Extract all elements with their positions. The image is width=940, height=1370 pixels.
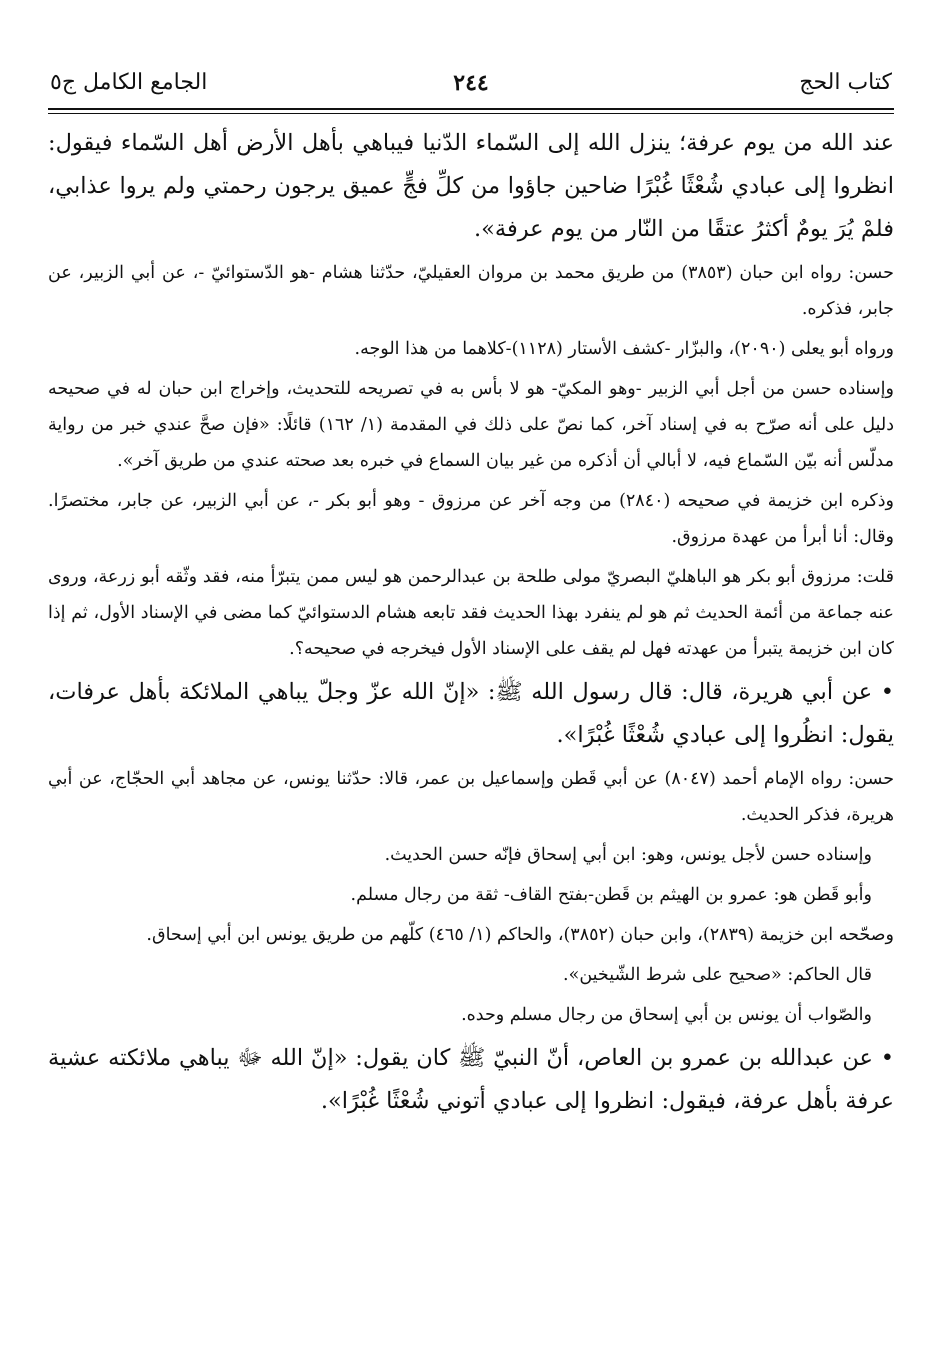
commentary-paragraph: حسن: رواه الإمام أحمد (٨٠٤٧) عن أبي قَطن وإسماعيل بن عمر، قالا: حدّثنا يونس، عن مجاهد أبي الحجّاج، عن أبي هريرة، فذكر الحديث. — [48, 769, 895, 825]
commentary-paragraph: وصحّحه ابن خزيمة (٢٨٣٩)، وابن حبان (٣٨٥٢)، والحاكم (١/ ٤٦٥) كلّهم من طريق يونس ابن أبي إسحاق. — [146, 925, 894, 945]
hadith-text: • عن عبدالله بن عمرو بن العاص، أنّ النبيّ ﷺ كان يقول: «إنّ الله ﷻ يباهي ملائكته عشية عرفة بأهل عرفة، فيقول: انظروا إلى عبادي أتوني شُعْثًا غُبْرًا». — [48, 1045, 894, 1114]
commentary-paragraph: ورواه أبو يعلى (٢٠٩٠)، والبزّار -كشف الأستار (١١٢٨)-كلاهما من هذا الوجه. — [354, 339, 894, 359]
hadith-text: • عن أبي هريرة، قال: قال رسول الله ﷺ: «إنّ الله عزّ وجلّ يباهي الملائكة بأهل عرفات، يقول: انظُروا إلى عبادي شُعْثًا غُبْرًا». — [48, 679, 894, 748]
page-number: ٢٤٤ — [453, 70, 489, 96]
commentary-paragraph: وإسناده حسن من أجل أبي الزبير -وهو المكيّ- هو لا بأس به في تصريحه للتحديث، وإخراج ابن حبان له في صحيحه دليل على أنه صرّح به في إسناد آخر، كما نصّ على ذلك في المقدمة (١/ ١٦٢) قائلًا: «فإن صحَّ عندي خبر من رواية مدلّس أنه بيّن السّماع فيه، لا أبالي أن أذكره من غير بيان السماع في خبره بعد صحته عندي من طريق آخر». — [48, 379, 894, 471]
commentary-paragraph: وأبو قَطن هو: عمرو بن الهيثم بن قَطن-بفتح القاف- ثقة من رجال مسلم. — [350, 885, 872, 905]
commentary-paragraph: حسن: رواه ابن حبان (٣٨٥٣) من طريق محمد بن مروان العقيليّ، حدّثنا هشام -هو الدّستوائيّ -، عن أبي الزبير، عن جابر، فذكره. — [48, 263, 894, 319]
book-title: الجامع الكامل ج٥ — [50, 70, 208, 95]
page-body — [48, 114, 894, 1123]
commentary-paragraph: قلت: مرزوق أبو بكر هو الباهليّ البصريّ مولى طلحة بن عبدالرحمن هو ليس ممن يتبرّأ منه، فقد وثّقه أبو زرعة، وروى عنه جماعة من أئمة الحديث ثم هو لم ينفرد بهذا الحديث فقد تابعه هشام الدستوائيّ كما مضى في الإسناد الأول، ثم إذا كان ابن خزيمة يتبرأ من عهدته فهل لم يقف على الإسناد الأول فيخرجه في صحيحه؟. — [48, 567, 894, 659]
commentary-paragraph: وإسناده حسن لأجل يونس، وهو: ابن أبي إسحاق فإنّه حسن الحديث. — [384, 845, 872, 865]
commentary-paragraph: والصّواب أن يونس بن أبي إسحاق من رجال مسلم وحده. — [461, 1005, 872, 1025]
chapter-title: كتاب الحج — [799, 70, 892, 95]
header-rule-thick — [48, 108, 894, 110]
commentary-paragraph: وذكره ابن خزيمة في صحيحه (٢٨٤٠) من وجه آخر عن مرزوق - وهو أبو بكر -، عن أبي الزبير، عن جابر، مختصرًا. وقال: أنا أبرأ من عهدة مرزوق. — [48, 491, 894, 547]
hadith-text-continued: عند الله من يوم عرفة؛ ينزل الله إلى السّماء الدّنيا فيباهي بأهل الأرض أهل السّماء فيقول: انظروا إلى عبادي شُعْثًا غُبْرًا ضاحين جاؤوا من كلِّ فجٍّ عميق يرجون رحمتي ولم يروا عذابي، فلمْ يُرَ يومٌ أكثرُ عتقًا من النّار من يوم عرفة». — [48, 130, 894, 242]
page — [48, 62, 894, 1123]
running-header — [48, 62, 894, 106]
commentary-paragraph: قال الحاكم: «صحيح على شرط الشّيخين». — [563, 965, 872, 985]
